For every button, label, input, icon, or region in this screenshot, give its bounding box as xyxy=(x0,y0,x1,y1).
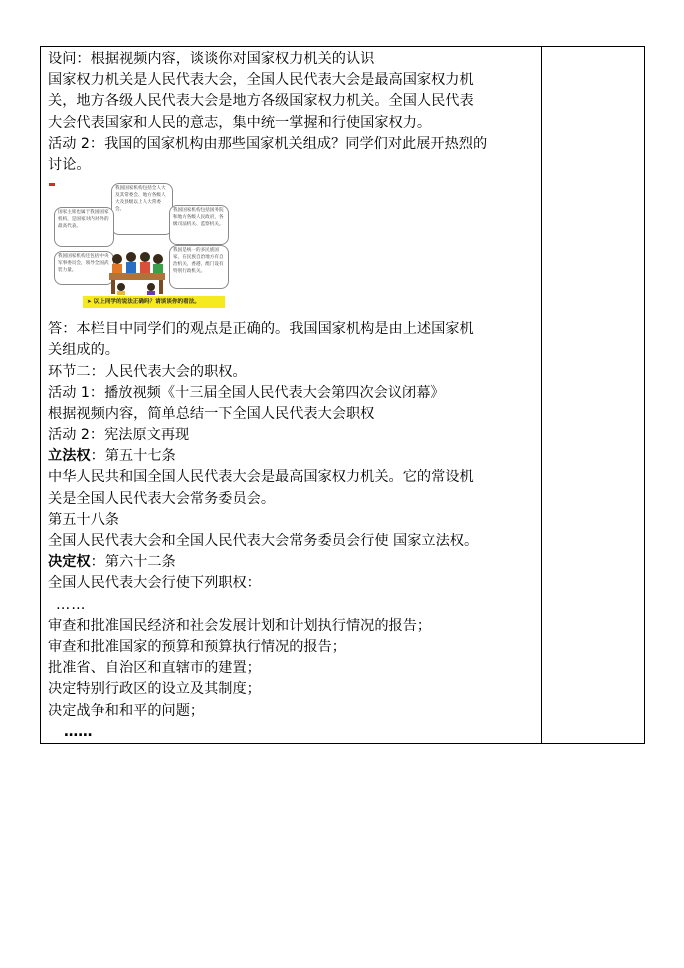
speech-bubble-left-top: 国家主席也属于我国国家机构，是国家对内对外的最高代表。 xyxy=(54,207,114,247)
speech-bubble-left-bottom: 我国国家机构还包括中央军事委员会，领导全国武装力量。 xyxy=(54,251,114,285)
speech-bubble-right-top: 我国国家机构包括国务院和地方各级人民政府，各级司法机关、监察机关。 xyxy=(169,205,229,245)
text-line: 国家权力机关是人民代表大会，全国人民代表大会是最高国家权力机 xyxy=(48,72,474,89)
legislative-article: ：第五十七条 xyxy=(90,448,176,465)
text-line: 全国人民代表大会和全国人民代表大会常务委员会行使 国家立法权。 xyxy=(48,533,479,549)
text-line: 活动 2：我国的国家机构由那些国家机关组成？同学们对此展开热烈的 xyxy=(48,135,488,152)
question-banner: ➤ 以上同学的说法正确吗？请谈谈你的看法。 xyxy=(83,296,225,308)
speech-bubble-top: 我国国家机构包括全人大及其常委会、地方各级人大及县级以上人大常委会。 xyxy=(111,183,173,235)
text-line: 批准省、自治区和直辖市的建置； xyxy=(48,660,261,677)
notes-cell xyxy=(542,47,645,744)
text-line: 大会代表国家和人民的意志，集中统一掌握和行使国家权力。 xyxy=(48,114,432,131)
speech-bubble-right-bottom: 我国是统一的多民族国家，在民族自治地方有自治机关，香港、澳门设有特别行政机关。 xyxy=(169,245,229,289)
decision-article: ：第六十二条 xyxy=(90,554,176,571)
corner-mark xyxy=(49,183,55,186)
text-line: 全国人民代表大会行使下列职权： xyxy=(48,575,261,592)
text-line: 决定特别行政区的设立及其制度； xyxy=(48,681,261,698)
decision-label: 决定权 xyxy=(48,554,91,571)
text-line: 审查和批准国民经济和社会发展计划和计划执行情况的报告； xyxy=(48,617,432,634)
ellipsis: …… xyxy=(56,596,87,613)
text-line: 决定战争和和平的问题； xyxy=(48,702,205,719)
text-line: 根据视频内容，简单总结一下全国人民代表大会职权 xyxy=(48,405,375,422)
text-line: 第五十八条 xyxy=(48,511,119,528)
text-line: 审查和批准国家的预算和预算执行情况的报告； xyxy=(48,638,346,655)
text-line: 中华人民共和国全国人民代表大会是最高国家权力机关。它的常设机 xyxy=(48,469,474,486)
lesson-content xyxy=(41,47,541,743)
text-line: 设问：根据视频内容，谈谈你对国家权力机关的认识 xyxy=(48,51,375,67)
text-line: 环节二：人民代表大会的职权。 xyxy=(48,363,247,380)
text-line: 活动 2：宪法原文再现 xyxy=(48,427,190,444)
text-line: 关组成的。 xyxy=(48,342,119,359)
students-icon xyxy=(107,251,167,295)
discussion-illustration xyxy=(49,183,225,315)
legislative-heading xyxy=(48,446,541,467)
main-cell xyxy=(41,47,542,744)
legislative-label: 立法权 xyxy=(48,448,91,465)
lesson-table xyxy=(40,46,645,744)
text-line: 讨论。 xyxy=(48,156,91,173)
text-line: 答：本栏目中同学们的观点是正确的。我国国家机构是由上述国家机 xyxy=(48,321,474,338)
text-line: 关，地方各级人民代表大会是地方各级国家权力机关。全国人民代表 xyxy=(48,93,474,110)
decision-heading xyxy=(48,552,541,573)
text-line: 活动 1：播放视频《十三届全国人民代表大会第四次会议闭幕》 xyxy=(48,384,445,401)
ellipsis: …… xyxy=(64,723,93,740)
text-line: 关是全国人民代表大会常务委员会。 xyxy=(48,490,276,507)
